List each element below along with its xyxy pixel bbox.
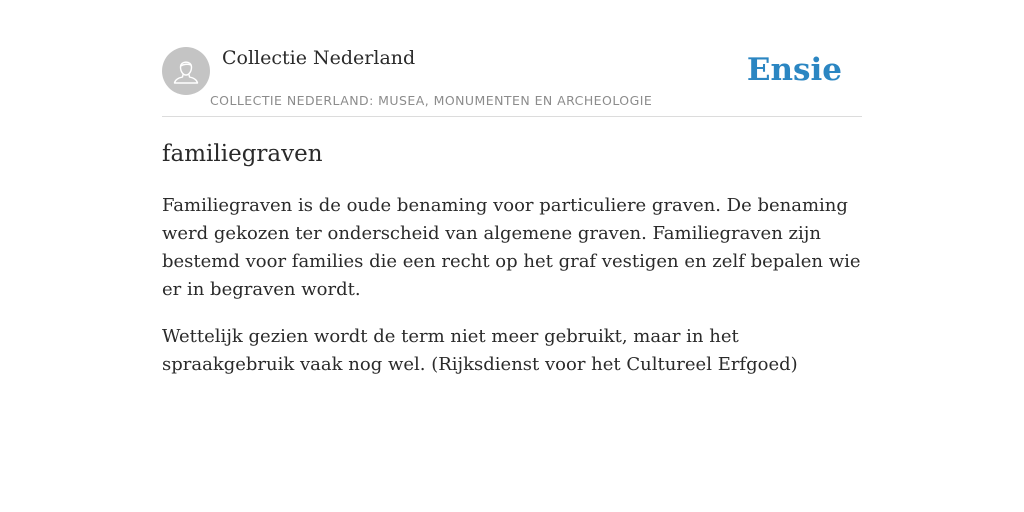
article-paragraph: Familiegraven is de oude benaming voor particuliere graven. De benaming werd gekozen ter onderscheid van algemene graven. Familiegraven zijn bestemd voor families die een recht op het graf vestigen en zelf bepalen wie er in begraven wordt. (162, 195, 861, 300)
article-content (162, 138, 862, 379)
author-avatar[interactable] (162, 47, 210, 95)
ensie-logo[interactable]: Ensie (746, 52, 842, 88)
author-header (162, 40, 862, 117)
author-subtitle: COLLECTIE NEDERLAND: MUSEA, MONUMENTEN EN ARCHEOLOGIE (210, 93, 653, 108)
entry-title: familiegraven (162, 141, 323, 167)
article-paragraph: Wettelijk gezien wordt de term niet meer gebruikt, maar in het spraakgebruik vaak nog wel. (Rijksdienst voor het Cultureel Erfgoed) (162, 326, 798, 375)
user-silhouette-icon (162, 47, 210, 95)
author-name[interactable]: Collectie Nederland (222, 47, 416, 69)
